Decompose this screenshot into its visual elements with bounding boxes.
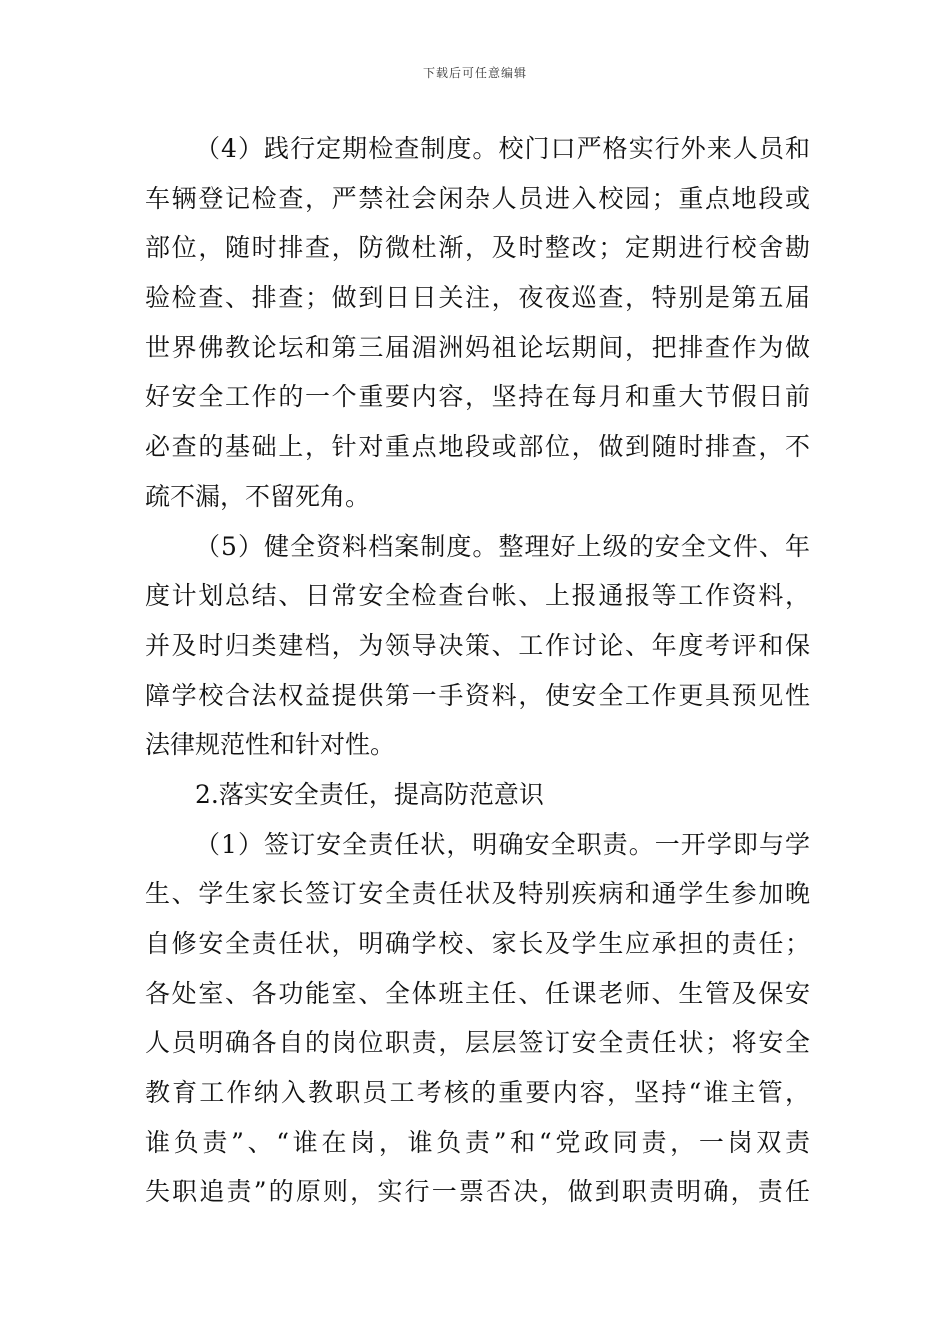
text-line: 验检查、排查；做到日日关注，夜夜巡查，特别是第五届 [145,283,810,313]
text-line: 度计划总结、日常安全检查台帐、上报通报等工作资料， [145,581,810,611]
text-line: （4）践行定期检查制度。校门口严格实行外来人员和 [195,134,810,163]
text-line: 好安全工作的一个重要内容，坚持在每月和重大节假日前 [145,382,810,412]
text-line: 生、学生家长签订安全责任状及特别疾病和通学生参加晚 [145,879,810,909]
text-line: 世界佛教论坛和第三届湄洲妈祖论坛期间，把排查作为做 [145,332,810,362]
text-line: 车辆登记检查，严禁社会闲杂人员进入校园；重点地段或 [145,183,810,213]
text-line: 失职追责”的原则，实行一票否决，做到职责明确，责任 [145,1177,810,1207]
text-line: 疏不漏，不留死角。 [145,481,371,511]
text-line: 部位，随时排查，防微杜渐，及时整改；定期进行校舍勘 [145,233,810,263]
document-body [145,124,810,1217]
text-line: 障学校合法权益提供第一手资料，使安全工作更具预见性 [145,680,810,710]
text-line: （1）签订安全责任状，明确安全职责。一开学即与学 [195,829,810,859]
text-line: 2.落实安全责任，提高防范意识 [195,779,544,809]
text-line: 各处室、各功能室、全体班主任、任课老师、生管及保安 [145,978,810,1008]
text-line: 并及时归类建档，为领导决策、工作讨论、年度考评和保 [145,630,810,660]
text-line: （5）健全资料档案制度。整理好上级的安全文件、年 [195,531,810,561]
text-line: 人员明确各自的岗位职责，层层签订安全责任状；将安全 [145,1028,810,1058]
text-line: 自修安全责任状，明确学校、家长及学生应承担的责任； [145,929,810,958]
text-line: 教育工作纳入教职员工考核的重要内容，坚持“谁主管， [145,1078,810,1108]
text-line: 必查的基础上，针对重点地段或部位，做到随时排查，不 [145,432,810,462]
text-line: 法律规范性和针对性。 [145,730,396,760]
page-header: 下载后可任意编辑 [422,66,527,80]
text-line: 谁负责”、“谁在岗，谁负责”和“党政同责，一岗双责 [145,1127,810,1157]
